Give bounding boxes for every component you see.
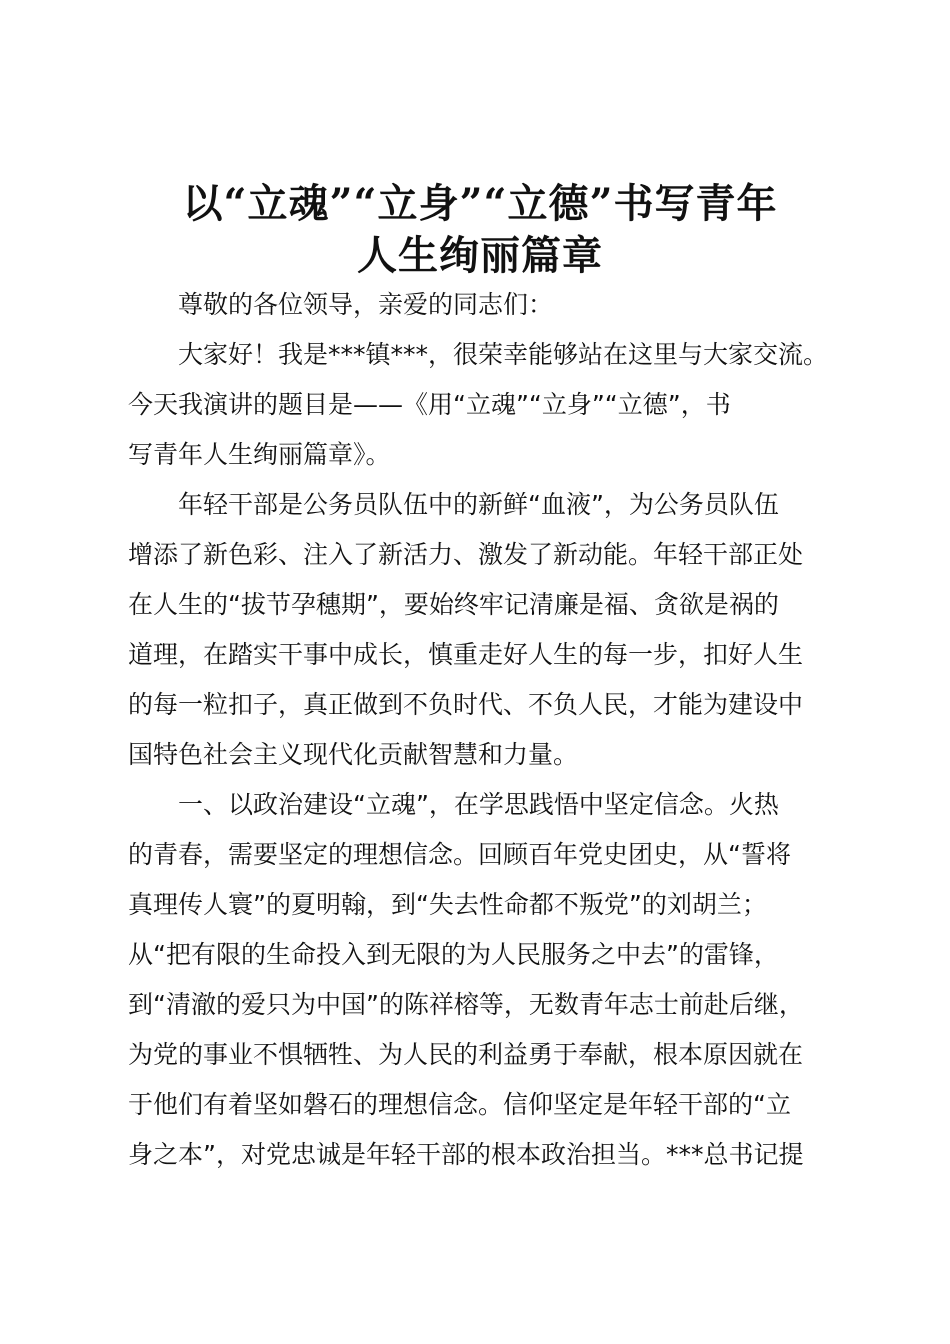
text-line: 从“把有限的生命投入到无限的为人民服务之中去”的雷锋， [128,940,779,969]
text-line: 国特色社会主义现代化贡献智慧和力量。 [128,740,579,769]
intro-paragraph [128,480,840,780]
text-line: 大家好！我是***镇***，很荣幸能够站在这里与大家交流。 [178,340,829,369]
text-line: 道理，在踏实干事中成长，慎重走好人生的每一步，扣好人生 [128,640,804,669]
text-line: 一、以政治建设“立魂”，在学思践悟中坚定信念。火热 [178,790,779,819]
text-line: 身之本”，对党忠诚是年轻干部的根本政治担当。***总书记提 [128,1140,804,1169]
text-line: 的青春，需要坚定的理想信念。回顾百年党史团史，从“誓将 [128,840,791,869]
text-line: 真理传人寰”的夏明翰，到“失去性命都不叛党”的刘胡兰； [128,890,767,919]
text-line: 于他们有着坚如磐石的理想信念。信仰坚定是年轻干部的“立 [128,1090,791,1119]
text-line: 的每一粒扣子，真正做到不负时代、不负人民，才能为建设中 [128,690,804,719]
text-line: 今天我演讲的题目是——《用“立魂”“立身”“立德”，书 [128,390,731,419]
document-body [128,280,840,1180]
salutation-paragraph [128,280,840,330]
document-title [110,178,850,282]
text-line: 年轻干部是公务员队伍中的新鲜“血液”，为公务员队伍 [178,490,779,519]
text-line: 写青年人生绚丽篇章》。 [128,440,391,469]
text-line: 为党的事业不惧牺牲、为人民的利益勇于奉献，根本原因就在 [128,1040,804,1069]
title-line-2: 人生绚丽篇章 [357,232,603,279]
section-one-paragraph [128,780,840,1180]
text-line: 到“清澈的爱只为中国”的陈祥榕等，无数青年志士前赴后继， [128,990,804,1019]
title-line-1: 以“立魂”“立身”“立德”书写青年 [182,180,778,227]
greeting-paragraph [128,330,840,480]
text-line: 增添了新色彩、注入了新活力、激发了新动能。年轻干部正处 [128,540,804,569]
text-line: 在人生的“拔节孕穗期”，要始终牢记清廉是福、贪欲是祸的 [128,590,779,619]
text-line: 尊敬的各位领导，亲爱的同志们： [178,290,554,319]
